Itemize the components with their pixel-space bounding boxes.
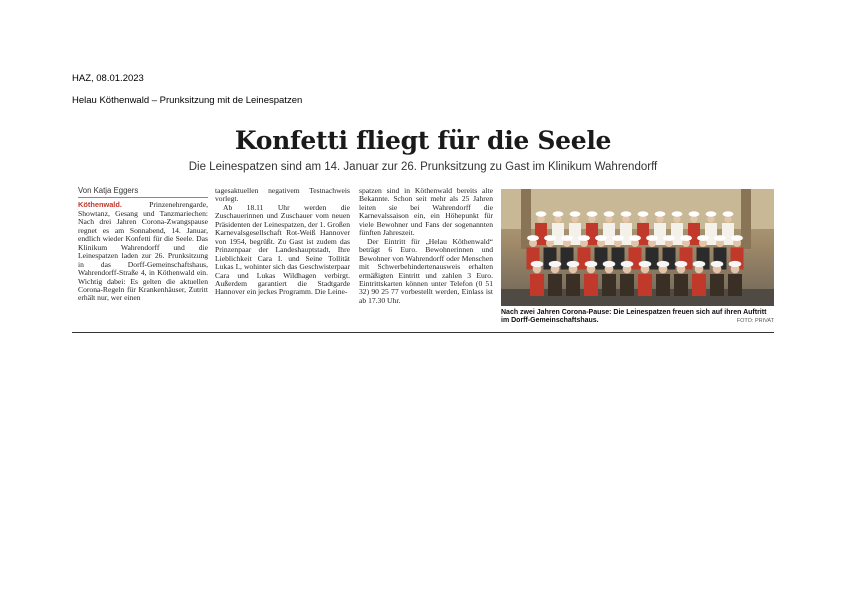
person-hat <box>714 235 726 241</box>
person-hat <box>570 211 581 216</box>
article-author: Von Katja Eggers <box>78 187 208 198</box>
person-hat <box>612 235 624 241</box>
person-silhouette <box>656 274 670 296</box>
person-hat <box>549 261 562 267</box>
person-hat <box>585 261 598 267</box>
person-hat <box>729 261 742 267</box>
person-hat <box>675 261 688 267</box>
person-hat <box>638 211 649 216</box>
person-silhouette <box>602 274 616 296</box>
person-hat <box>639 261 652 267</box>
person-hat <box>646 235 658 241</box>
person-hat <box>655 211 666 216</box>
person-hat <box>621 211 632 216</box>
person-hat <box>731 235 743 241</box>
article-subline: Die Leinespatzen sind am 14. Januar zur 26. Prunksitzung zu Gast im Klinikum Wahrendorff <box>188 161 658 173</box>
person-silhouette <box>728 274 742 296</box>
group-photo <box>501 189 774 306</box>
article-paragraph: Ab 18.11 Uhr werden die Zuschauerinnen und Zuschauer vom neuen Präsidenten der Leinespatzen, der 1. Großen Karnevalsgesellschaft Rot-Weiß Hannover von 1954, begrüßt. Zu Gast ist zudem das Prinzenpaar der Landeshauptstadt, Ihre Lieblichkeit Cara I. und Seine Tollität Lukas I., wohinter sich das Geschwisterpaar Cara und Lukas Wildhagen verbirgt. Außerdem garantiert die Stadtgarde Hannover ein jeckes Programm. Die Leine- <box>215 202 350 297</box>
person-hat <box>689 211 700 216</box>
person-hat <box>561 235 573 241</box>
person-hat <box>621 261 634 267</box>
person-hat <box>553 211 564 216</box>
person-hat <box>693 261 706 267</box>
article-column-2 <box>215 187 350 297</box>
person-hat <box>706 211 717 216</box>
bottom-rule <box>72 332 774 333</box>
person-hat <box>672 211 683 216</box>
article-column-1 <box>78 187 208 303</box>
person-hat <box>567 261 580 267</box>
person-silhouette <box>584 274 598 296</box>
person-silhouette <box>548 274 562 296</box>
person-hat <box>657 261 670 267</box>
article-dateline: Köthenwald. <box>78 200 122 210</box>
person-silhouette <box>620 274 634 296</box>
photo-caption: Nach zwei Jahren Corona-Pause: Die Leinespatzen freuen sich auf ihren Auftritt im Dorff-Gemeinschaftshaus. <box>501 309 767 325</box>
article-paragraph: spatzen sind in Köthenwald bereits alte Bekannte. Schon seit mehr als 25 Jahren leiten sie bei Wahrendorff die Karnevalssaison ein, ein Höhepunkt für viele Bewohner und Fans der sogenannten fünften Jahreszeit. <box>359 186 493 238</box>
meta-date: HAZ, 08.01.2023 <box>72 73 144 84</box>
photo-illustration <box>501 189 774 306</box>
person-hat <box>711 261 724 267</box>
person-silhouette <box>710 274 724 296</box>
article-headline: Konfetti fliegt für die Seele <box>234 126 612 155</box>
person-hat <box>587 211 598 216</box>
article-paragraph: Der Eintritt für „Helau Köthenwald“ beträgt 6 Euro. Bewohnerinnen und Bewohner von Wahrendorff oder Menschen mit Schwerbehindertenausweis erhalten ermäßigten Eintritt und zahlen 3 Euro. Eintrittskarten können unter Telefon (0 51 32) 90 25 77 vorbestellt werden, Einlass ist ab 17.30 Uhr. <box>359 236 493 305</box>
document-title: Helau Köthenwald – Prunksitzung mit de Leinespatzen <box>72 95 303 106</box>
person-hat <box>663 235 675 241</box>
person-hat <box>603 261 616 267</box>
person-hat <box>680 235 692 241</box>
person-silhouette <box>638 274 652 296</box>
person-silhouette <box>674 274 688 296</box>
person-silhouette <box>530 274 544 296</box>
person-hat <box>531 261 544 267</box>
person-silhouette <box>566 274 580 296</box>
person-hat <box>536 211 547 216</box>
person-hat <box>697 235 709 241</box>
person-hat <box>544 235 556 241</box>
article-paragraph: tagesaktuellen negativem Testnachweis vorlegt. <box>215 186 350 204</box>
person-hat <box>604 211 615 216</box>
article-paragraph: Köthenwald. Prinzenehrengarde, Showtanz, Gesang und Tanzmariechen: Nach drei Jahren Corona-Zwangspause regnet es am Sonnabend, 14. Januar, endlich wieder Konfetti für die Seele. Das Klinikum Wahrendorff und die Leinespatzen laden zur 26. Prunksitzung in das Dorff-Gemeinschaftshaus, Wahrendorff-Straße 4, in Köthenwald ein. Wichtig dabei: Es gelten die aktuellen Corona-Regeln für Krankenhäuser, Zutritt erhält nur, wer einen <box>78 200 208 303</box>
person-hat <box>629 235 641 241</box>
newspaper-clipping <box>72 120 774 334</box>
photo-credit: FOTO: PRIVAT <box>736 318 774 324</box>
person-hat <box>527 235 539 241</box>
article-column-3 <box>359 187 493 305</box>
person-hat <box>723 211 734 216</box>
person-silhouette <box>692 274 706 296</box>
person-hat <box>578 235 590 241</box>
person-hat <box>595 235 607 241</box>
